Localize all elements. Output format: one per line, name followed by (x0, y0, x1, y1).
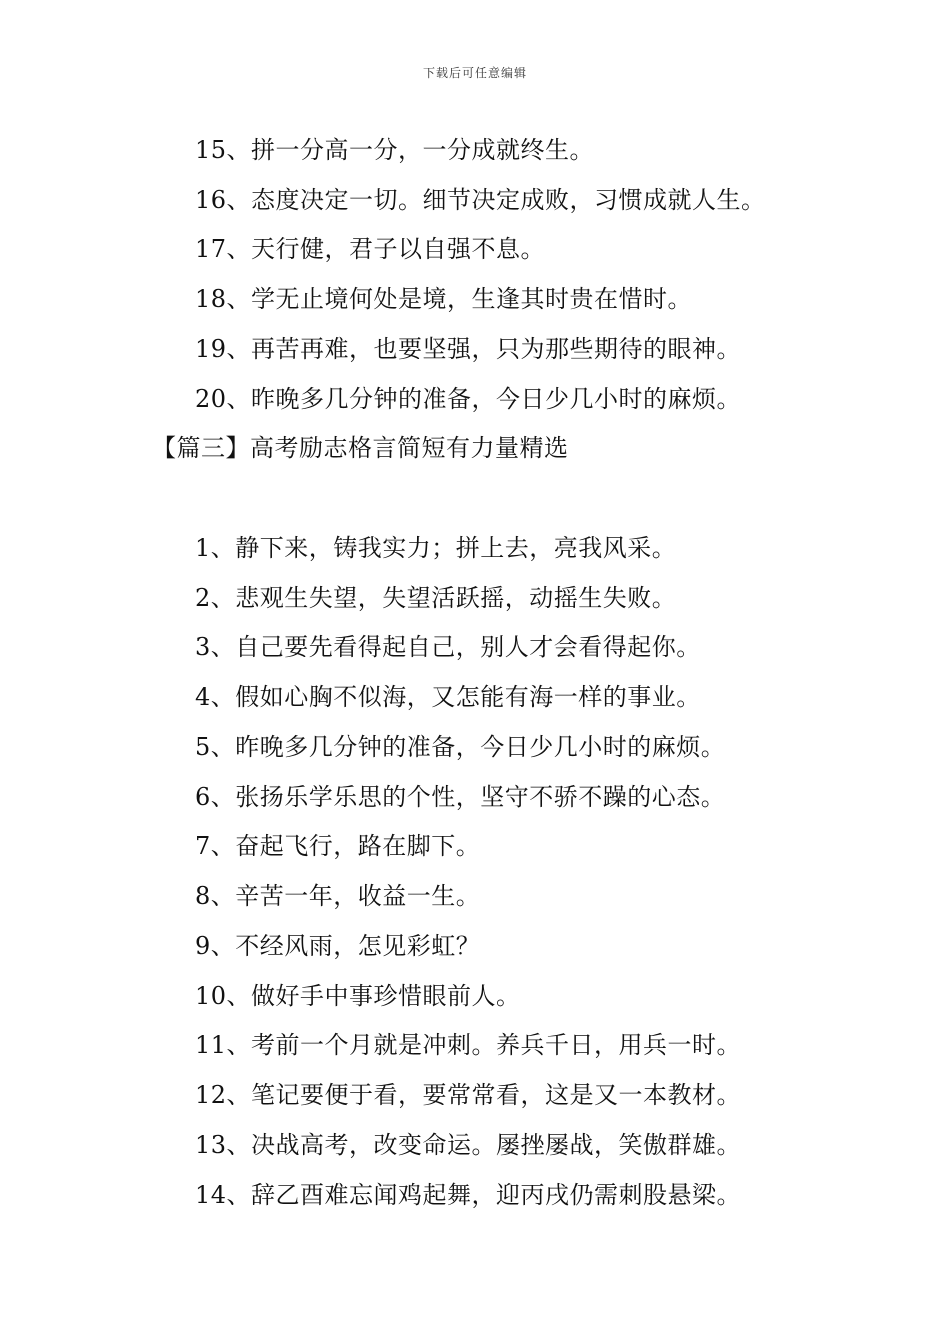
list-item: 1、静下来，铸我实力；拼上去，亮我风采。 (195, 534, 677, 562)
list-item: 2、悲观生失望，失望活跃摇，动摇生失败。 (195, 584, 677, 612)
list-item: 3、自己要先看得起自己，别人才会看得起你。 (195, 633, 701, 661)
list-item: 15、拼一分高一分，一分成就终生。 (195, 136, 595, 164)
list-item: 9、不经风雨，怎见彩虹？ (195, 932, 481, 960)
section-heading: 【篇三】高考励志格言简短有力量精选 (152, 434, 569, 462)
list-item: 14、辞乙酉难忘闻鸡起舞，迎丙戌仍需刺股悬梁。 (195, 1181, 742, 1209)
list-item: 5、昨晚多几分钟的准备，今日少几小时的麻烦。 (195, 733, 726, 761)
list-item: 18、学无止境何处是境，生逢其时贵在惜时。 (195, 285, 693, 313)
list-item: 7、奋起飞行，路在脚下。 (195, 832, 481, 860)
list-item: 11、考前一个月就是冲刺。养兵千日，用兵一时。 (195, 1031, 742, 1059)
list-item: 16、态度决定一切。细节决定成败，习惯成就人生。 (195, 186, 766, 214)
list-item: 6、张扬乐学乐思的个性，坚守不骄不躁的心态。 (195, 783, 726, 811)
list-item: 8、辛苦一年，收益一生。 (195, 882, 481, 910)
list-item: 19、再苦再难，也要坚强，只为那些期待的眼神。 (195, 335, 742, 363)
page-header: 下载后可任意编辑 (422, 66, 527, 80)
list-item: 20、昨晚多几分钟的准备，今日少几小时的麻烦。 (195, 385, 742, 413)
list-item: 13、决战高考，改变命运。屡挫屡战，笑傲群雄。 (195, 1131, 742, 1159)
list-item: 12、笔记要便于看，要常常看，这是又一本教材。 (195, 1081, 742, 1109)
list-item: 10、做好手中事珍惜眼前人。 (195, 982, 521, 1010)
list-item: 4、假如心胸不似海，又怎能有海一样的事业。 (195, 683, 701, 711)
list-item: 17、天行健，君子以自强不息。 (195, 235, 546, 263)
